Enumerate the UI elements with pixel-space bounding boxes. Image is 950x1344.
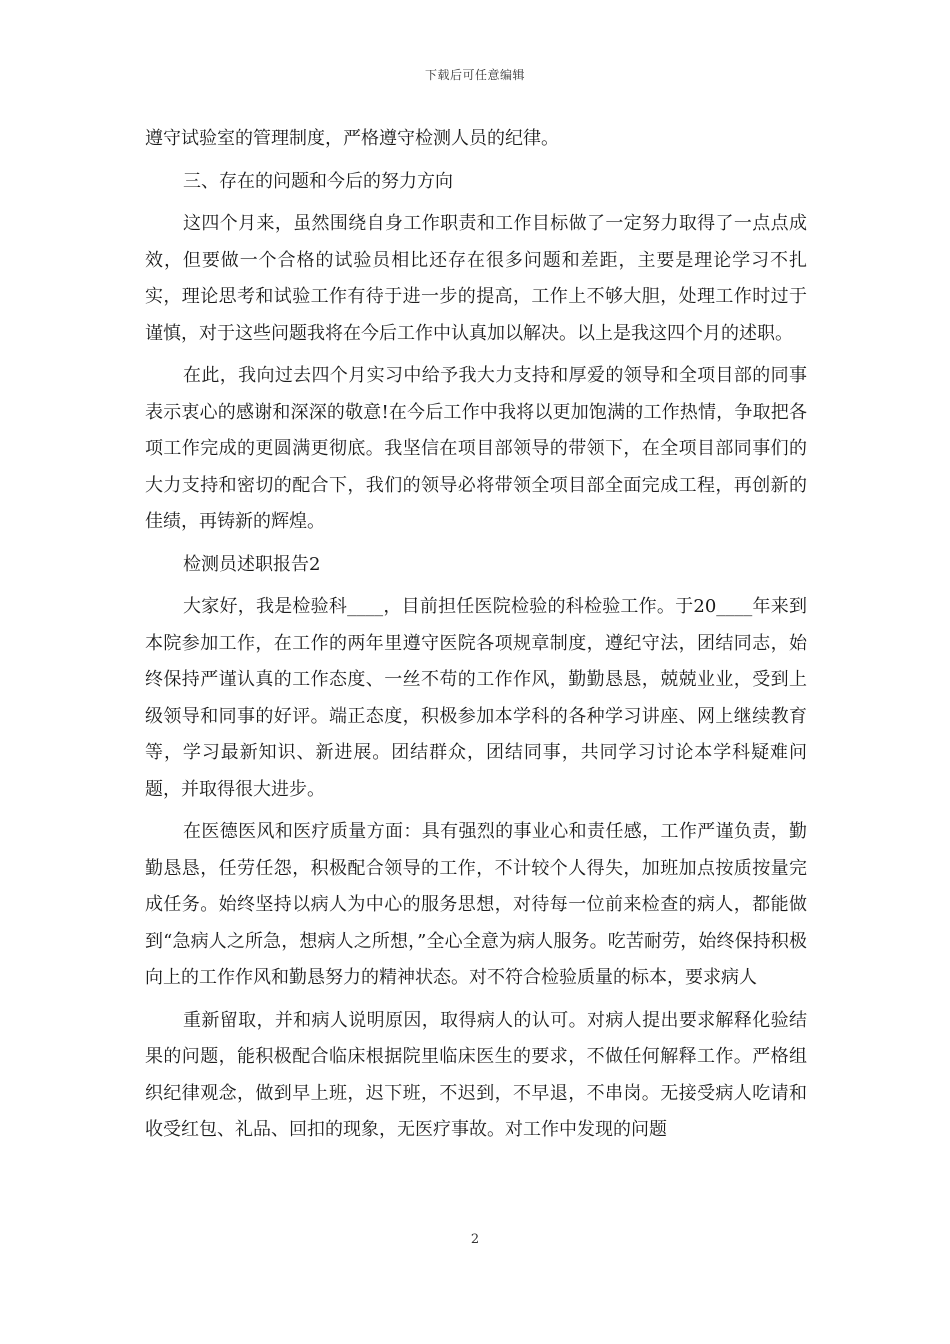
page-header: 下载后可任意编辑 bbox=[424, 68, 525, 82]
paragraph: 这四个月来，虽然围绕自身工作职责和工作目标做了一定努力取得了一点点成效，但要做一个合格的试验员相比还存在很多问题和差距，主要是理论学习不扎实，理论思考和试验工作有待于进一步的提高，工作上不够大胆，处理工作时过于谨慎，对于这些问题我将在今后工作中认真加以解决。以上是我这四个月的述职。 bbox=[145, 213, 807, 344]
paragraph-continuation: 遵守试验室的管理制度，严格遵守检测人员的纪律。 bbox=[145, 128, 559, 149]
paragraph: 大家好，我是检验科____，目前担任医院检验的科检验工作。于20____年来到本院参加工作，在工作的两年里遵守医院各项规章制度，遵纪守法，团结同志，始终保持严谨认真的工作态度、一丝不苟的工作作风，勤勤恳恳，兢兢业业，受到上级领导和同事的好评。端正态度，积极参加本学科的各种学习讲座、网上继续教育等，学习最新知识、新进展。团结群众，团结同事，共同学习讨论本学科疑难问题，并取得很大进步。 bbox=[145, 596, 807, 800]
paragraph: 在医德医风和医疗质量方面：具有强烈的事业心和责任感，工作严谨负责，勤勤恳恳，任劳任怨，积极配合领导的工作，不计较个人得失，加班加点按质按量完成任务。始终坚持以病人为中心的服务思想，对待每一位前来检查的病人，都能做到“急病人之所急，想病人之所想，”全心全意为病人服务。吃苦耐劳，始终保持积极向上的工作作风和勤恳努力的精神状态。对不符合检验质量的标本，要求病人 bbox=[145, 821, 807, 988]
paragraph: 在此，我向过去四个月实习中给予我大力支持和厚爱的领导和全项目部的同事表示衷心的感谢和深深的敬意!在今后工作中我将以更加饱满的工作热情，争取把各项工作完成的更圆满更彻底。我坚信在项目部领导的带领下，在全项目部同事们的大力支持和密切的配合下，我们的领导必将带领全项目部全面完成工程，再创新的佳绩，再铸新的辉煌。 bbox=[145, 365, 807, 532]
section-heading: 三、存在的问题和今后的努力方向 bbox=[183, 170, 453, 192]
page-number: 2 bbox=[470, 1232, 480, 1247]
document-body bbox=[145, 121, 807, 1149]
report-title: 检测员述职报告2 bbox=[183, 553, 321, 575]
paragraph: 重新留取，并和病人说明原因，取得病人的认可。对病人提出要求解释化验结果的问题，能积极配合临床根据院里临床医生的要求，不做任何解释工作。严格组织纪律观念，做到早上班，迟下班，不迟到，不早退，不串岗。无接受病人吃请和收受红包、礼品、回扣的现象，无医疗事故。对工作中发现的问题 bbox=[145, 1009, 807, 1140]
